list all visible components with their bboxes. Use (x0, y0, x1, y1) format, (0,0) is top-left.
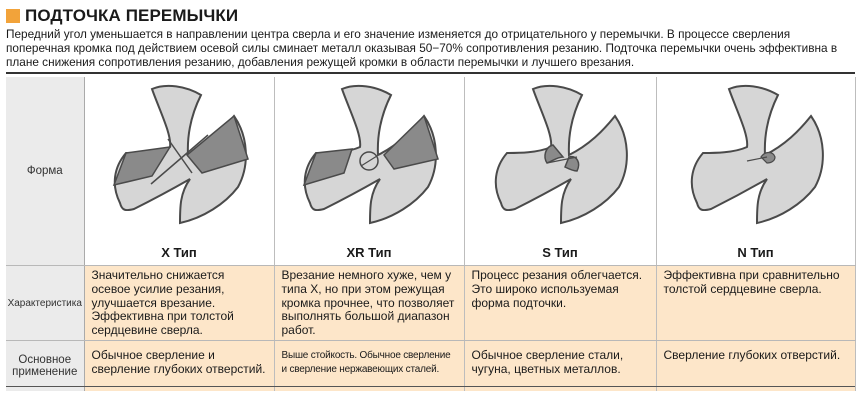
characteristic-row (6, 266, 855, 341)
application-xr: Выше стойкость. Обычное сверление и сверление нержавеющих сталей. (274, 341, 464, 392)
type-label-n: N Тип (737, 245, 774, 260)
page-title: ПОДТОЧКА ПЕРЕМЫЧКИ (25, 6, 239, 25)
x-type-drill-icon (104, 81, 254, 231)
web-thinning-table (6, 77, 856, 391)
top-divider (6, 72, 855, 74)
characteristic-x: Значительно снижается осевое усилие резания, улучшается врезание. Эффективна при толстой сердцевине сверла. (84, 266, 274, 341)
orange-square-icon (6, 9, 20, 23)
type-label-s: S Тип (542, 245, 578, 260)
shape-cell-xr (274, 77, 464, 266)
shape-cell-s (464, 77, 656, 266)
s-type-drill-icon (485, 81, 635, 231)
application-s: Обычное сверление стали, чугуна, цветных металлов. (464, 341, 656, 392)
application-x: Обычное сверление и сверление глубоких отверстий. (84, 341, 274, 392)
characteristic-xr: Врезание немного хуже, чем у типа X, но при этом режущая кромка прочнее, что позволяет выполнять большой диапазон работ. (274, 266, 464, 341)
shape-row (6, 77, 855, 266)
n-type-drill-icon (681, 81, 831, 231)
xr-type-drill-icon (294, 81, 444, 231)
type-label-x: X Тип (161, 245, 197, 260)
intro-paragraph: Передний угол уменьшается в направлении центра сверла и его значение изменяется до отрицательного у перемычки. В процессе сверления поперечная кромка под действием осевой силы сминает металл оказывая 50−70% сопротивления резанию. Подточка перемычки очень эффективна в плане снижения сопротивления резанию, добавления режущей кромки в области перемычки и лучшего врезания. (6, 27, 838, 70)
row-label-application: Основное применение (6, 341, 84, 392)
section-header (6, 6, 238, 26)
row-label-shape: Форма (6, 77, 84, 266)
characteristic-n: Эффективна при сравнительно толстой сердцевине сверла. (656, 266, 855, 341)
characteristic-s: Процесс резания облегчается. Это широко используемая форма подточки. (464, 266, 656, 341)
shape-cell-n (656, 77, 855, 266)
application-n: Сверление глубоких отверстий. (656, 341, 855, 392)
shape-cell-x (84, 77, 274, 266)
bottom-divider (6, 386, 855, 387)
type-label-xr: XR Тип (346, 245, 392, 260)
row-label-characteristic: Характеристика (6, 266, 84, 341)
application-row (6, 341, 855, 392)
